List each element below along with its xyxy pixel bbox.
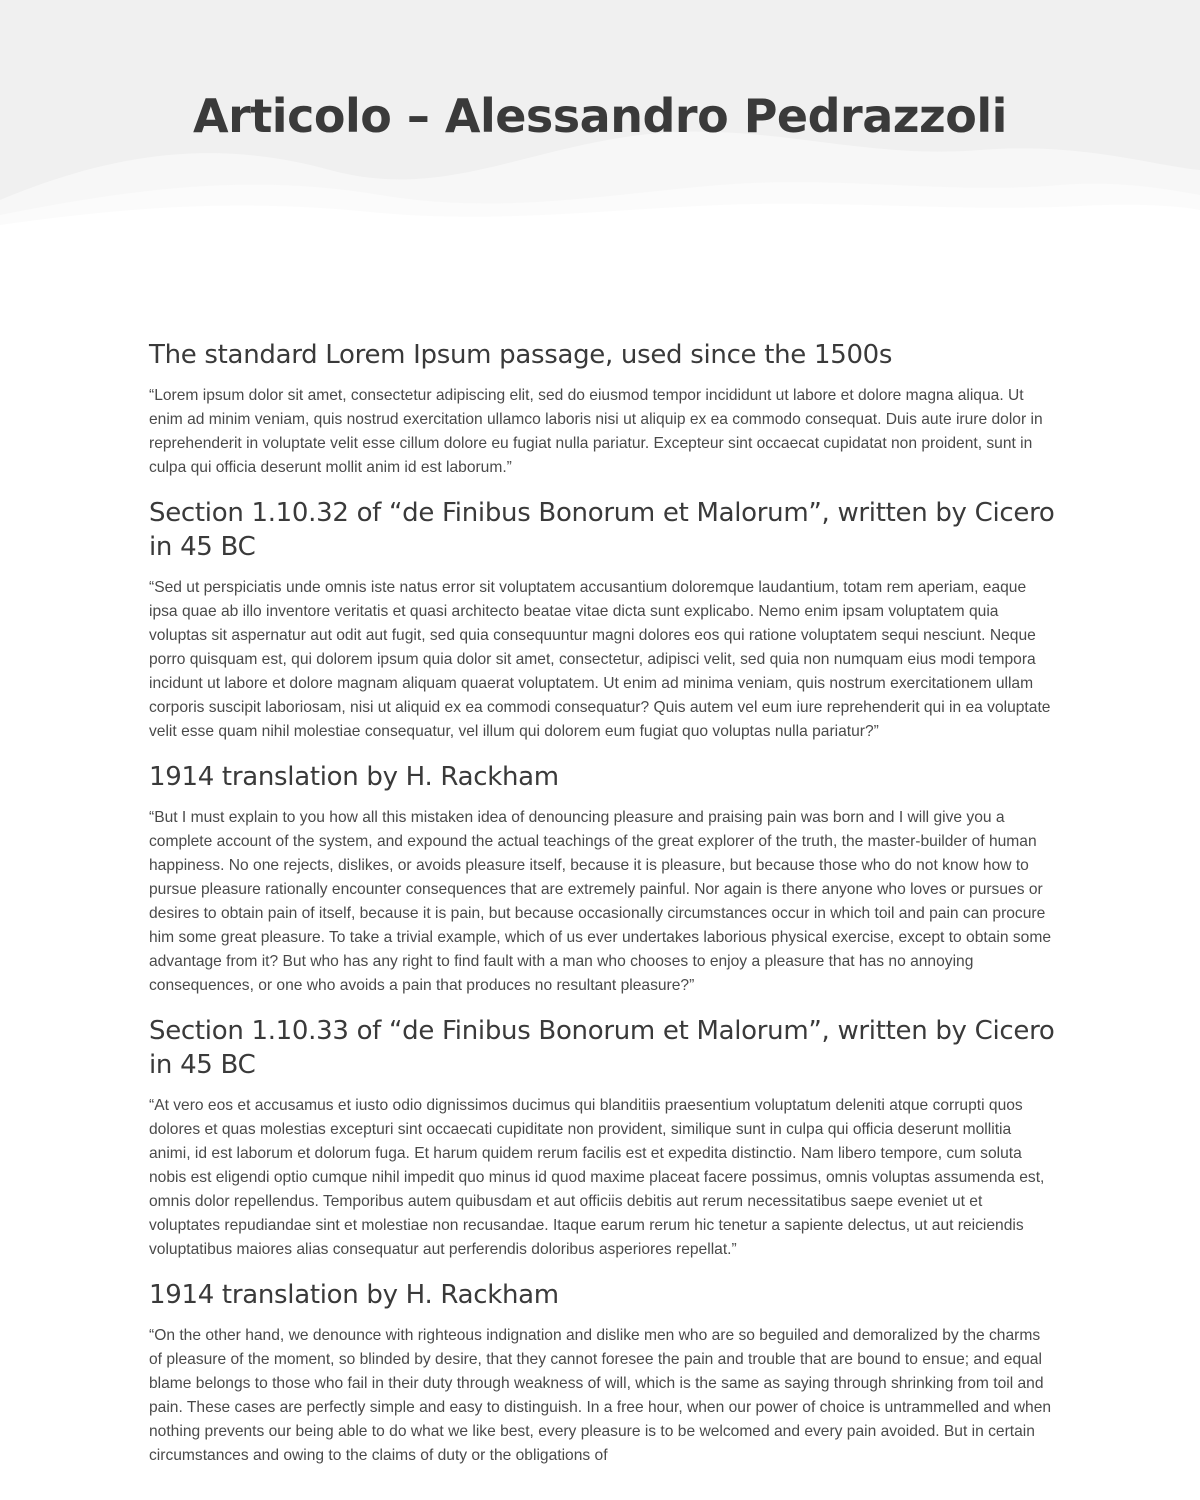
article-section — [149, 1014, 1055, 1262]
section-body: “But I must explain to you how all this mistaken idea of denouncing pleasure and praising pain was born and I will give you a complete account of the system, and expound the actual teachings of the great explorer of the truth, the master-builder of human happiness. No one rejects, dislikes, or avoids pleasure itself, because it is pleasure, but because those who do not know how to pursue pleasure rationally encounter consequences that are extremely painful. Nor again is there anyone who loves or pursues or desires to obtain pain of itself, because it is pain, but because occasionally circumstances occur in which toil and pain can procure him some great pleasure. To take a trivial example, which of us ever undertakes laborious physical exercise, except to obtain some advantage from it? But who has any right to find fault with a man who chooses to enjoy a pleasure that has no annoying consequences, or one who avoids a pain that produces no resultant pleasure?” — [149, 809, 1052, 994]
section-heading: The standard Lorem Ipsum passage, used since the 1500s — [149, 340, 893, 370]
article-section — [149, 1278, 1055, 1468]
article-section — [149, 496, 1055, 744]
article-section — [149, 760, 1055, 998]
page-header — [0, 0, 1200, 240]
section-heading: 1914 translation by H. Rackham — [149, 1280, 559, 1310]
section-heading: 1914 translation by H. Rackham — [149, 762, 559, 792]
page-title: Articolo – Alessandro Pedrazzoli — [193, 89, 1007, 143]
section-body: “At vero eos et accusamus et iusto odio dignissimos ducimus qui blanditiis praesentium voluptatum deleniti atque corrupti quos dolores et quas molestias excepturi sint occaecati cupiditate non provident, similique sunt in culpa qui officia deserunt mollitia animi, id est laborum et dolorum fuga. Et harum quidem rerum facilis est et expedita distinctio. Nam libero tempore, cum soluta nobis est eligendi optio cumque nihil impedit quo minus id quod maxime placeat facere possimus, omnis voluptas assumenda est, omnis dolor repellendus. Temporibus autem quibusdam et aut officiis debitis aut rerum necessitatibus saepe eveniet ut et voluptates repudiandae sint et molestiae non recusandae. Itaque earum rerum hic tenetur a sapiente delectus, ut aut reiciendis voluptatibus maiores alias consequatur aut perferendis doloribus asperiores repellat.” — [149, 1097, 1045, 1258]
section-body: “Lorem ipsum dolor sit amet, consectetur adipiscing elit, sed do eiusmod tempor incididunt ut labore et dolore magna aliqua. Ut enim ad minim veniam, quis nostrud exercitation ullamco laboris nisi ut aliquip ex ea commodo consequat. Duis aute irure dolor in reprehenderit in voluptate velit esse cillum dolore eu fugiat nulla pariatur. Excepteur sint occaecat cupidatat non proident, sunt in culpa qui officia deserunt mollit anim id est laborum.” — [149, 387, 1043, 476]
article-content — [149, 338, 1055, 1484]
section-body: “Sed ut perspiciatis unde omnis iste natus error sit voluptatem accusantium doloremque laudantium, totam rem aperiam, eaque ipsa quae ab illo inventore veritatis et quasi architecto beatae vitae dicta sunt explicabo. Nemo enim ipsam voluptatem quia voluptas sit aspernatur aut odit aut fugit, sed quia consequuntur magni dolores eos qui ratione voluptatem sequi nesciunt. Neque porro quisquam est, qui dolorem ipsum quia dolor sit amet, consectetur, adipisci velit, sed quia non numquam eius modi tempora incidunt ut labore et dolore magnam aliquam quaerat voluptatem. Ut enim ad minima veniam, quis nostrum exercitationem ullam corporis suscipit laboriosam, nisi ut aliquid ex ea commodi consequatur? Quis autem vel eum iure reprehenderit qui in ea voluptate velit esse quam nihil molestiae consequatur, vel illum qui dolorem eum fugiat quo voluptas nulla pariatur?” — [149, 579, 1051, 740]
article-section — [149, 338, 1055, 480]
section-heading: Section 1.10.33 of “de Finibus Bonorum et Malorum”, written by Cicero in 45 BC — [149, 1016, 1055, 1080]
section-heading: Section 1.10.32 of “de Finibus Bonorum et Malorum”, written by Cicero in 45 BC — [149, 498, 1055, 562]
section-body: “On the other hand, we denounce with righteous indignation and dislike men who are so beguiled and demoralized by the charms of pleasure of the moment, so blinded by desire, that they cannot foresee the pain and trouble that are bound to ensue; and equal blame belongs to those who fail in their duty through weakness of will, which is the same as saying through shrinking from toil and pain. These cases are perfectly simple and easy to distinguish. In a free hour, when our power of choice is untrammelled and when nothing prevents our being able to do what we like best, every pleasure is to be welcomed and every pain avoided. But in certain circumstances and owing to the claims of duty or the obligations of — [149, 1327, 1052, 1464]
